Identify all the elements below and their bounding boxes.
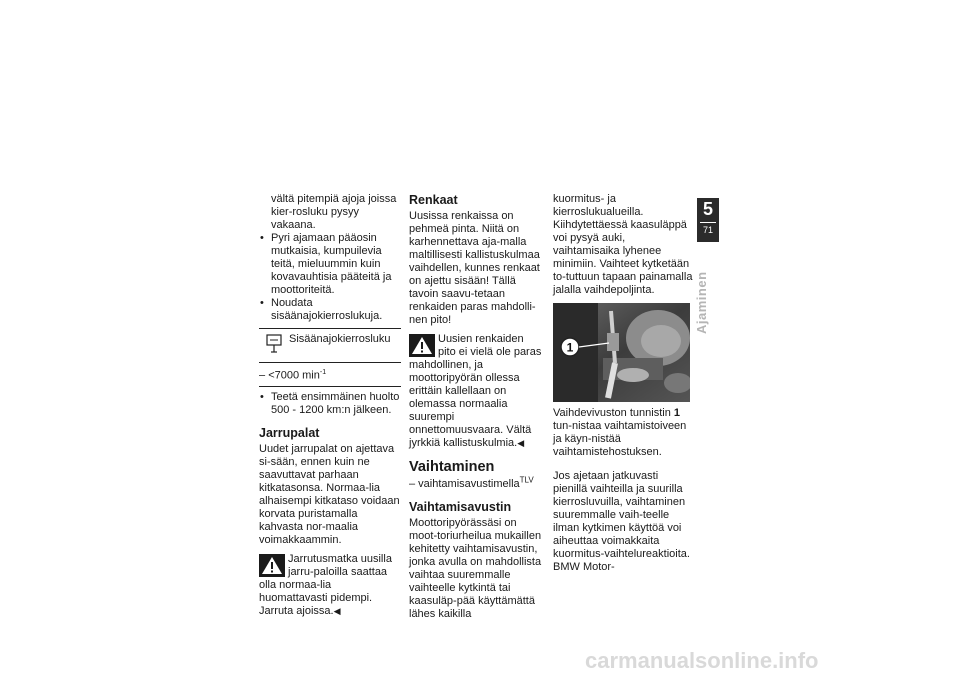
heading-shifting: Vaihtaminen bbox=[409, 459, 495, 475]
callout-1-label: 1 bbox=[566, 340, 574, 355]
chapter-number: 5 bbox=[702, 199, 713, 219]
bullet-break-in-rpm: • Noudata sisäänajokierroslukuja. bbox=[259, 297, 401, 323]
warning-brake-pads-text: Jarrutusmatka uusilla jarru-paloilla saattaa olla normaa-lia huomattavasti pidempi. Jarruta ajoissa. bbox=[259, 552, 392, 617]
end-mark-icon: ◀ bbox=[517, 438, 525, 448]
caption-part-b: tun-nistaa vaihtamistoiveen ja käyn-nistää vaihtamistehostuksen. bbox=[553, 420, 687, 458]
warning-tyres bbox=[409, 333, 543, 450]
warning-tyres-text: Uusien renkaiden pito ei vielä ole paras mahdollinen, ja moottoripyörän ollessa erittäin kallellaan on olemassa normaalia suurempi onnettomuusvaara. Vältä jyrkkiä kallistuskulmia. bbox=[409, 333, 542, 449]
paragraph-brake-pads: Uudet jarrupalat on ajettava si-sään, ennen kuin ne saavuttavat parhaan kitkatasonsa. Normaa-lia alhaisempi kitkataso voidaan korvata puristamalla kahvasta nor-maalia voimakkaammin. bbox=[259, 442, 400, 546]
paragraph-shift-assistant: Moottoripyörässäsi on moot-toriurheilua mukaillen kehitetty vaihtamisavustin, jonka avulla on mahdollista vaihtaa suuremmalle vaihteelle kytkintä tai kaasuläp-pää käyttämättä lähes kaikilla bbox=[409, 517, 542, 620]
tachometer-icon bbox=[265, 332, 283, 354]
end-mark-icon: ◀ bbox=[333, 605, 341, 616]
break-in-rpm-table bbox=[259, 328, 401, 387]
shift-sensor-photo bbox=[553, 303, 690, 402]
shift-sensor-illustration bbox=[553, 303, 690, 402]
paragraph-intro: vältä pitempiä ajoja joissa kier-rosluku pysyy vakaana. bbox=[271, 193, 397, 231]
shift-assistant-line bbox=[409, 475, 543, 491]
left-column bbox=[259, 193, 401, 618]
heading-brake-pads: Jarrupalat bbox=[259, 425, 320, 440]
rpm-exponent: -1 bbox=[319, 369, 327, 376]
bullet-winding-roads: • Pyri ajamaan pääosin mutkaisia, kumpuilevia teitä, mieluummin kuin kovavauhtisia pääteitä ja moottoriteitä. bbox=[259, 232, 401, 297]
break-in-rpm-label: Sisäänajokierrosluku bbox=[289, 333, 391, 345]
warning-brake-pads bbox=[259, 553, 401, 618]
break-in-rpm-table-header bbox=[259, 329, 401, 362]
heading-shift-assistant: Vaihtamisavustin bbox=[409, 500, 512, 514]
rpm-value-text: <7000 min bbox=[268, 369, 320, 382]
caption-part-a: Vaihdevivuston tunnistin bbox=[553, 407, 674, 419]
paragraph-tyres: Uusissa renkaissa on pehmeä pinta. Niitä on karhennettava aja-malla maltillisesti kallistuskulmaa vaihdellen, kunnes renkaat on ajettu sisään! Tällä tavoin saavu-tetaan renkaiden paras mahdolli-nen pito! bbox=[409, 210, 540, 326]
caption-callout-number: 1 bbox=[673, 407, 680, 419]
paragraph-load-ranges: kuormitus- ja kierroslukualueilla. Kiihdytettäessä kaasuläppä voi pysyä auki, vaihtamisaika lyhenee minimiin. Vaihteet kytketään to-tuttuun tapaan painamalla jalalla vaihdepoljinta. bbox=[553, 193, 693, 296]
watermark: carmanualsonline.info bbox=[585, 648, 819, 673]
page-number: 71 bbox=[700, 222, 716, 235]
middle-column bbox=[409, 193, 543, 621]
warning-triangle-icon bbox=[259, 554, 285, 577]
tlv-superscript: TLV bbox=[519, 475, 534, 485]
paragraph-low-gears: Jos ajetaan jatkuvasti pienillä vaihteilla ja suurilla kierrosluvuilla, vaihtaminen suuremmalle vaih-teelle ilman kytkimen käyttöä voi aiheuttaa voimakkaita kuormitus-vaihtelureaktioita. BMW Motor- bbox=[553, 470, 690, 573]
dash-mark: – bbox=[259, 369, 269, 382]
break-in-rpm-value bbox=[259, 362, 401, 386]
heading-tyres: Renkaat bbox=[409, 193, 458, 207]
chapter-tab bbox=[697, 198, 719, 242]
shift-assistant-line-text: – vaihtamisavustimella bbox=[409, 478, 520, 490]
chapter-side-title: Ajaminen bbox=[694, 271, 709, 334]
photo-caption bbox=[553, 407, 693, 459]
bullet-first-service: • Teetä ensimmäinen huolto 500 - 1200 km:n jälkeen. bbox=[259, 391, 401, 417]
right-column bbox=[553, 193, 693, 574]
warning-triangle-icon bbox=[409, 334, 435, 357]
